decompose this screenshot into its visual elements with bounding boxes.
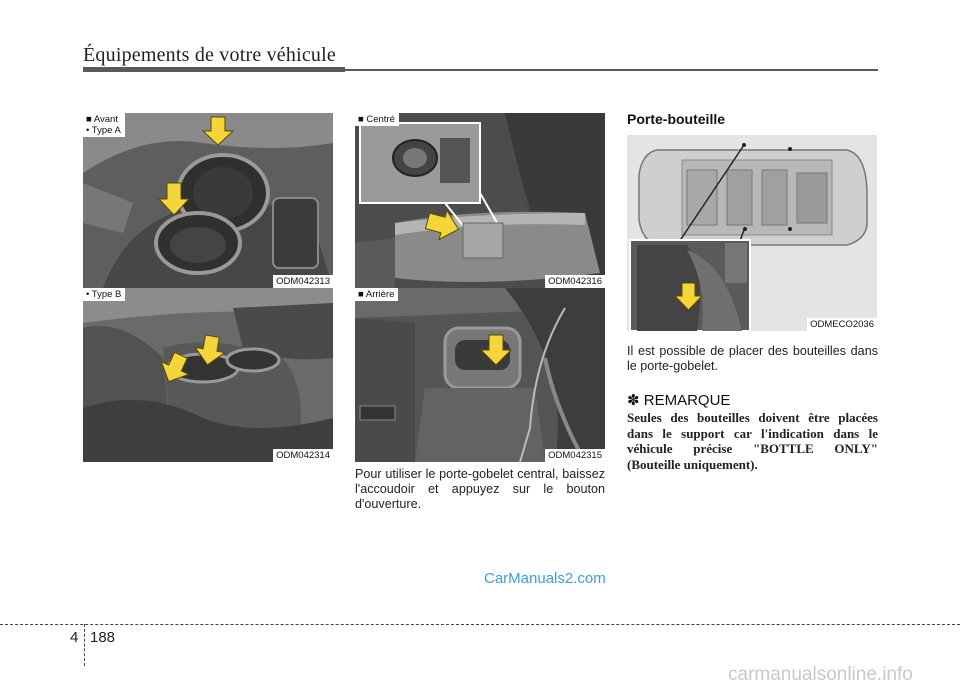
figure-tag-front <box>83 113 125 137</box>
figure-tag-rear: ■ Arrière <box>355 288 398 301</box>
cupholder-type-b-photo <box>83 288 333 462</box>
tag-line-front: ■ Avant <box>86 114 118 125</box>
figure-code: ODM042313 <box>273 275 333 288</box>
tag-line-type-a: • Type A <box>86 125 121 136</box>
watermark-link[interactable]: CarManuals2.com <box>484 570 606 587</box>
site-watermark: carmanualsonline.info <box>728 664 913 685</box>
header-rule-thick <box>83 67 345 72</box>
figure-front-type-a <box>83 113 333 288</box>
note-title: ✽ REMARQUE <box>627 392 731 409</box>
figure-tag-center: ■ Centré <box>355 113 399 126</box>
chapter-number: 4 <box>70 629 79 646</box>
figure-tag-type-b: • Type B <box>83 288 125 301</box>
note-text: Seules des bouteilles doivent être placées dans le support car l'indication dans le véhicule précise "BOTTLE ONLY" (Bouteille uniquement). <box>627 410 878 472</box>
figure-rear <box>355 288 605 462</box>
cupholder-front-photo <box>83 113 333 288</box>
figure-bottle-holder <box>627 135 877 331</box>
bottle-holder-diagram <box>627 135 877 331</box>
footer-rule <box>0 624 960 625</box>
figure-code: ODM042316 <box>545 275 605 288</box>
figure-center <box>355 113 605 288</box>
page-number: 188 <box>90 629 116 646</box>
figure-code: ODM042314 <box>273 449 333 462</box>
figure-code: ODM042315 <box>545 449 605 462</box>
rear-cupholder-photo <box>355 288 605 462</box>
page-header-title: Équipements de votre véhicule <box>83 44 336 66</box>
center-armrest-photo <box>355 113 605 288</box>
center-cupholder-instructions: Pour utiliser le porte-gobelet central, baissez l'accoudoir et appuyez sur le bouton d'ouverture. <box>355 467 605 511</box>
figure-code: ODMECO2036 <box>807 318 877 331</box>
footer-divider <box>84 624 85 666</box>
bottle-holder-paragraph: Il est possible de placer des bouteilles dans le porte-gobelet. <box>627 344 878 373</box>
figure-front-type-b <box>83 288 333 462</box>
header-rule-thin <box>345 69 878 71</box>
section-title-bottle-holder: Porte-bouteille <box>627 111 726 127</box>
